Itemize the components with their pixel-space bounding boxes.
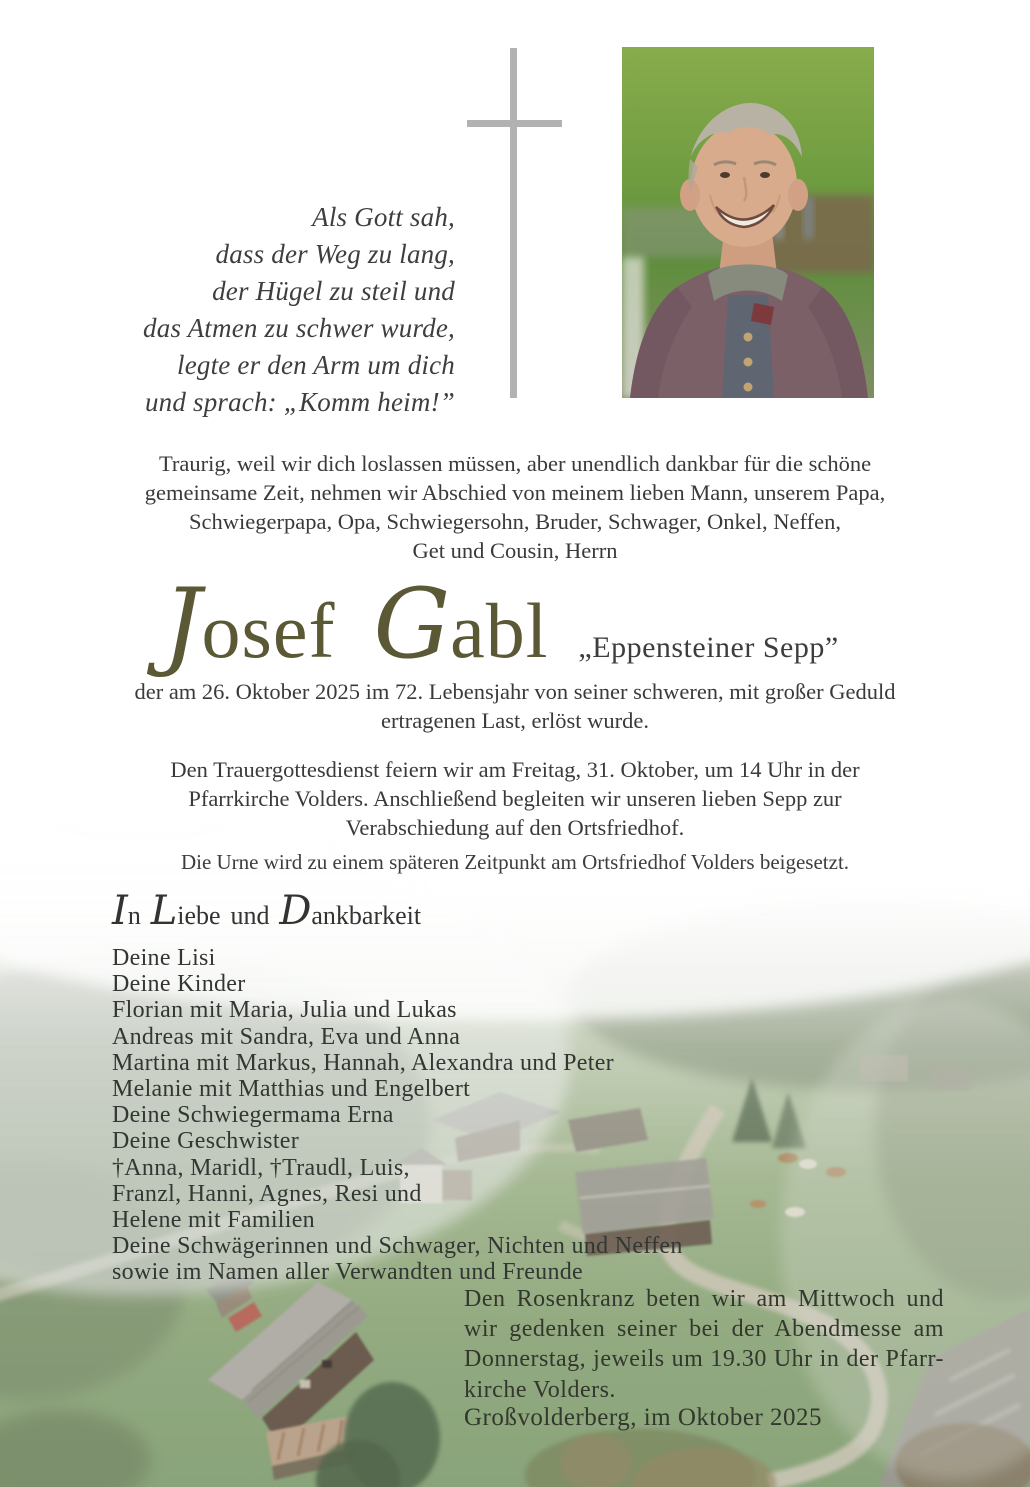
portrait-photo: [622, 47, 874, 398]
intro-line: Schwiegerpapa, Opa, Schwiegersohn, Bruder, Schwager, Onkel, Neffen,: [189, 509, 841, 534]
mourner-line: Florian mit Maria, Julia und Lukas: [112, 997, 457, 1024]
death-line: ertragenen Last, erlöst wurde.: [380, 708, 649, 733]
mourner-line: Deine Kinder: [112, 971, 246, 998]
closing-word: und: [230, 901, 270, 930]
deceased-first-name: Josef: [163, 568, 336, 680]
mourner-line: Andreas mit Sandra, Eva und Anna: [112, 1023, 461, 1050]
closing-word: Dankbarkeit: [279, 888, 422, 934]
poem-line: der Hügel zu steil und: [212, 276, 455, 306]
poem-line: das Atmen zu schwer wurde,: [143, 313, 455, 343]
mourner-line: Franzl, Hanni, Agnes, Resi und: [112, 1180, 422, 1207]
urn-note: Die Urne wird zu einem späteren Zeitpunkt am Ortsfriedhof Volders beigesetzt.: [180, 850, 850, 874]
poem-line: legte er den Arm um dich: [177, 350, 455, 380]
mourner-line: Deine Geschwister: [112, 1128, 300, 1155]
intro-line: gemeinsame Zeit, nehmen wir Abschied von meinem lieben Mann, unserem Papa,: [144, 480, 886, 505]
rosary-line: kirche Volders.: [464, 1376, 616, 1403]
mourner-line: Melanie mit Matthias und Engelbert: [112, 1076, 471, 1103]
poem-line: dass der Weg zu lang,: [215, 239, 455, 269]
mourner-line: Deine Schwiegermama Erna: [112, 1102, 394, 1129]
mourner-line: Deine Lisi: [112, 945, 216, 971]
deceased-name-row: [163, 568, 1003, 680]
intro-line: Get und Cousin, Herrn: [412, 538, 618, 563]
deceased-last-name: Gabl: [373, 568, 549, 680]
poem: [0, 199, 455, 421]
service-paragraph: [0, 755, 1030, 842]
rosary-line: Donnerstag, jeweils um 19.30 Uhr in der Pfarr-: [464, 1346, 944, 1373]
closing-line: [112, 888, 431, 934]
rosary-paragraph: [464, 1284, 944, 1405]
rosary-line: wir gedenken seiner bei der Abendmesse am: [464, 1316, 944, 1343]
place-dateline: Großvolderberg, im Oktober 2025: [464, 1404, 823, 1431]
death-line: der am 26. Oktober 2025 im 72. Lebensjahr von seiner schweren, mit großer Geduld: [134, 679, 896, 704]
intro-paragraph: [0, 449, 1030, 565]
poem-line: und sprach: „Komm heim!”: [144, 387, 455, 417]
cross-horizontal-bar: [467, 120, 562, 127]
service-line: Verabschiedung auf den Ortsfriedhof.: [345, 815, 685, 840]
mourner-line: Deine Schwägerinnen und Schwager, Nichten und Neffen: [112, 1233, 683, 1260]
cross-vertical-bar: [510, 48, 517, 398]
death-paragraph: [0, 677, 1030, 735]
deceased-nickname: „Eppensteiner Sepp”: [578, 631, 839, 664]
closing-word: In: [112, 888, 141, 934]
closing-word: Liebe: [150, 888, 221, 934]
mourner-line: Helene mit Familien: [112, 1207, 315, 1234]
intro-line: Traurig, weil wir dich loslassen müssen, aber unendlich dankbar für die schöne: [158, 451, 872, 476]
service-line: Pfarrkirche Volders. Anschließend begleiten wir unseren lieben Sepp zur: [188, 786, 842, 811]
mourners-list: [112, 945, 683, 1286]
mourner-line: sowie im Namen aller Verwandten und Freunde: [112, 1259, 583, 1286]
service-line: Den Trauergottesdienst feiern wir am Freitag, 31. Oktober, um 14 Uhr in der: [170, 757, 860, 782]
poem-line: Als Gott sah,: [312, 202, 455, 232]
rosary-line: Den Rosenkranz beten wir am Mittwoch und: [464, 1286, 944, 1312]
mourner-line: Martina mit Markus, Hannah, Alexandra und Peter: [112, 1049, 614, 1076]
mourner-line: †Anna, Maridl, †Traudl, Luis,: [112, 1154, 410, 1181]
